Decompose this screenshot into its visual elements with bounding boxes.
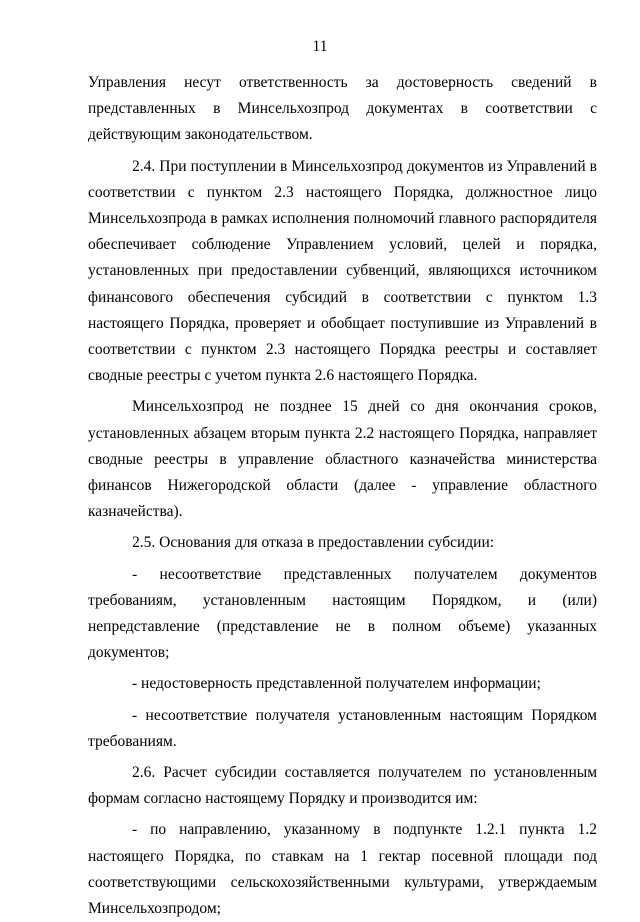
paragraph-deadline: Минсельхозпрод не позднее 15 дней со дня окончания сроков, установленных абзацем вторым пункта 2.2 настоящего Порядка, направляет сводные реестры в управление областного казначейства министерства финансов Нижегородской области (далее - управление областного казначейства). [88,398,597,521]
paragraph-2-4: 2.4. При поступлении в Минсельхозпрод документов из Управлений в соответствии с пунктом 2.3 настоящего Порядка, должностное лицо Минсельхозпрода в рамках исполнения полномочий главного распорядителя обеспечивает соблюдение Управлением условий, целей и порядка, установленных при предоставлении субвенций, являющихся источником финансового обеспечения субсидий в соответствии с пунктом 1.3 настоящего Порядка, проверяет и обобщает поступившие из Управлений в соответствии с пунктом 2.3 настоящего Порядка реестры и составляет сводные реестры с учетом пункта 2.6 настоящего Порядка. [88,157,597,385]
list-item-document-mismatch: - несоответствие представленных получателем документов требованиям, установленным настоящим Порядком, и (или) непредставление (представление не в полном объеме) указанных документов; [88,565,597,662]
document-body [88,70,597,922]
page-number: 11 [312,38,328,55]
paragraph-responsibility: Управления несут ответственность за достоверность сведений в представленных в Минсельхозпрод документах в соответствии с действующим законодательством. [88,74,597,144]
paragraph-2-5: 2.5. Основания для отказа в предоставлении субсидии: [132,534,495,552]
list-item-recipient-mismatch: - несоответствие получателя установленным настоящим Порядком требованиям. [88,706,597,750]
paragraph-2-6: 2.6. Расчет субсидии составляется получателем по установленным формам согласно настоящему Порядку и производится им: [88,764,597,808]
list-item-unreliable-info: - недостоверность представленной получателем информации; [132,675,541,693]
list-item-direction-1-2-1: - по направлению, указанному в подпункте 1.2.1 пункта 1.2 настоящего Порядка, по ставкам на 1 гектар посевной площади под соответствующими сельскохозяйственными культурами, утверждаемым Минсельхозпродом; [88,821,597,918]
